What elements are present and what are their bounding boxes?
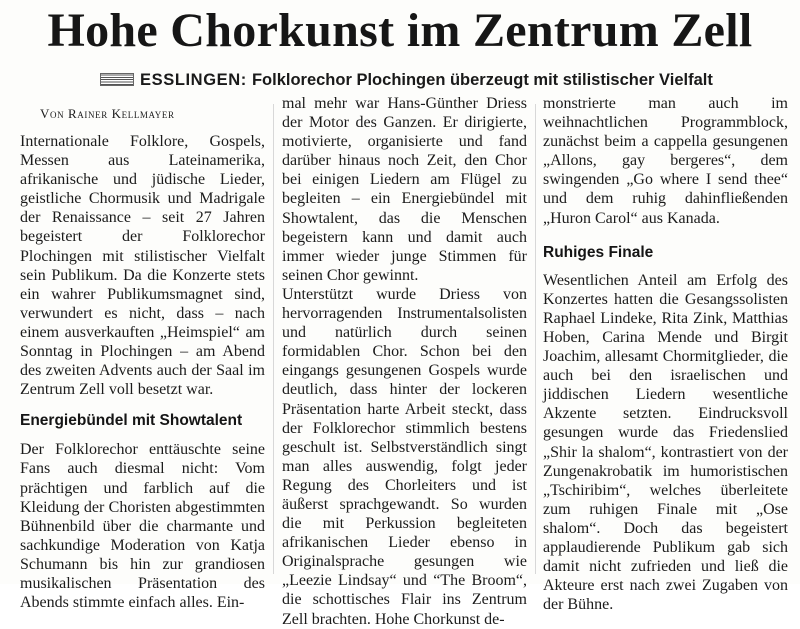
subheading: Ruhiges Finale: [543, 243, 654, 261]
column-2: [282, 94, 527, 629]
column-3: [543, 94, 788, 614]
headline: Hohe Chorkunst im Zentrum Zell: [47, 4, 753, 57]
column-divider: [535, 104, 536, 574]
column-divider: [273, 104, 274, 574]
paragraph: monstrierte man auch im weihnachtlichen Programmblock, zunächst beim a cappella gesungenen „Allons, gay bergeres“, dem swingenden „Go where I send thee“ und dem ruhig dahinfließenden „Huron Carol“ aus Kanada.: [543, 95, 788, 227]
hatched-bar-icon: [100, 73, 134, 86]
paragraph: Der Folklorechor enttäuschte seine Fans auch diesmal nicht: Vom prächtigen und farblich auf die Kleidung der Choristen abgestimmten Bühnenbild über die charmante und sachkundige Moderation von Katja Schumann bis hin zur grandiosen musikalischen Präsentation des Abends stimmte einfach alles. Ein-: [20, 441, 265, 612]
deck-text: Folklorechor Plochingen überzeugt mit stilistischer Vielfalt: [251, 71, 713, 89]
dateline: ESSLINGEN:: [140, 71, 247, 89]
subheading: Energiebündel mit Showtalent: [20, 412, 243, 430]
column-1: [20, 104, 265, 612]
paragraph: Internationale Folklore, Gospels, Messen aus Lateinamerika, afrikanische und jüdische Lieder, geistliche Chormusik und Madrigale der Renaissance – seit 27 Jahren begeistert der Folklorechor Plochingen mit stilistischer Vielfalt sein Publikum. Da die Konzerte stets ein wahrer Publikumsmagnet sind, verwundert es nicht, dass – nach einem ausverkauften „Heimspiel“ am Sonntag in Plochingen – am Abend des zweiten Advents auch der Saal im Zentrum Zell voll besetzt war.: [20, 133, 265, 399]
paragraph: Wesentlichen Anteil am Erfolg des Konzertes hatten die Gesangssolisten Raphael Lindeke, Rita Zink, Matthias Hoben, Carina Mende und Birgit Joachim, allesamt Chormitglieder, die auch bei den israelischen und jiddischen Liedern wesentliche Akzente setzten. Eindrucksvoll gesungen wurde das Friedenslied „Shir la shalom“, kontrastiert von der Zungenakrobatik im humoristischen „Tschiribim“, welches überleitete zum ruhigen Finale mit „Ose shalom“. Doch das begeistert applaudierende Publikum gab sich damit nicht zufrieden und ließ die Akteure erst nach zwei Zugaben von der Bühne.: [543, 271, 788, 614]
deck-line: [100, 70, 790, 92]
paragraph: mal mehr war Hans-Günther Driess der Motor des Ganzen. Er dirigierte, motivierte, organisierte und fand darüber hinaus noch Zeit, den Chor bei einigen Liedern am Flügel zu begleiten – ein Energiebündel mit Showtalent, das die Menschen begeistern kann und damit auch immer wieder junge Stimmen für seinen Chor gewinnt.: [282, 95, 527, 284]
byline: Von Rainer Kellmayer: [40, 106, 175, 121]
paragraph: Unterstützt wurde Driess von hervorragenden Instrumentalsolisten und natürlich durch seinen formidablen Chor. Schon bei den eingangs gesungenen Gospels wurde deutlich, dass hinter der lockeren Präsentation harte Arbeit steckt, dass der Folklorechor stimmlich bestens geschult ist. Selbstverständlich singt man alles auswendig, folgt jeder Regung des Chorleiters und ist äußerst sprachgewandt. So wurden die mit Perkussion begleiteten afrikanischen Lieder ebenso in Originalsprache gesungen wie „Leezie Lindsay“ und “The Broom“, die schottisches Flair ins Zentrum Zell brachten. Hohe Chorkunst de-: [282, 285, 527, 628]
